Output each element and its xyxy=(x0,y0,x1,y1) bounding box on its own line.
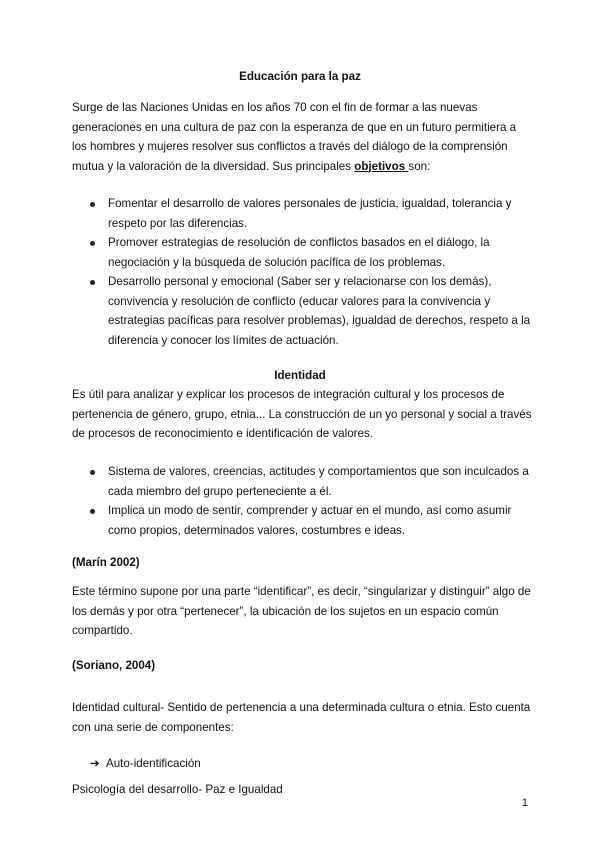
list-item: Implica un modo de sentir, comprender y actuar en el mundo, así como asumir como propios, determinados valores, costumbres e ideas. xyxy=(72,501,532,540)
list-item: Fomentar el desarrollo de valores personales de justicia, igualdad, tolerancia y respeto por las diferencias. xyxy=(72,194,532,233)
page-title: Educación para la paz xyxy=(239,70,361,83)
list-item: Desarrollo personal y emocional (Saber ser y relacionarse con los demás), convivencia y resolución de conflicto (educar valores para la convivencia y estrategias pacíficas para resolver problemas), igualdad de derechos, respeto a la diferencia y conocer los límites de actuación. xyxy=(72,272,532,350)
intro-text: Surge de las Naciones Unidas en los años 70 con el fin de formar a las nuevas generaciones en una cultura de paz con la esperanza de que en un futuro permitiera a los hombres y mujeres resolver sus conflictos a través del diálogo de la comprensión mutua y la valoración de la diversidad. Sus principales xyxy=(72,101,517,173)
arrow-right-icon: ➔ xyxy=(90,757,100,770)
objectives-emphasis: objetivos xyxy=(354,159,409,173)
citation-marin: (Marín 2002) xyxy=(72,556,140,569)
term-paragraph: Este término supone por una parte “identificar”, es decir, “singularizar y distinguir” algo de los demás y por otra “pertenecer”, la ubicación de los sujetos en un espacio común compartido. xyxy=(72,585,531,637)
intro-paragraph xyxy=(72,98,532,176)
citation-soriano: (Soriano, 2004) xyxy=(72,659,156,672)
component-label: Auto-identificación xyxy=(106,757,201,770)
intro-tail: son: xyxy=(408,159,431,173)
objectives-list xyxy=(72,194,532,350)
component-item xyxy=(72,754,550,774)
page-number: 1 xyxy=(521,797,528,809)
footer-text: Psicología del desarrollo- Paz e Igualdad xyxy=(72,783,283,796)
list-item: Promover estrategias de resolución de conflictos basados en el diálogo, la negociación y la búsqueda de solución pacífica de los problemas. xyxy=(72,233,532,272)
identity-list xyxy=(72,462,532,540)
section-heading-identidad: Identidad xyxy=(274,369,326,382)
cultural-identity-paragraph: Identidad cultural- Sentido de pertenencia a una determinada cultura o etnia. Esto cuenta con una serie de componentes: xyxy=(72,701,531,734)
list-item: Sistema de valores, creencias, actitudes y comportamientos que son inculcados a cada miembro del grupo perteneciente a él. xyxy=(72,462,532,501)
identity-paragraph: Es útil para analizar y explicar los procesos de integración cultural y los procesos de pertenencia de género, grupo, etnia... La construcción de un yo personal y social a través de procesos de reconocimiento e identificación de valores. xyxy=(72,388,532,440)
